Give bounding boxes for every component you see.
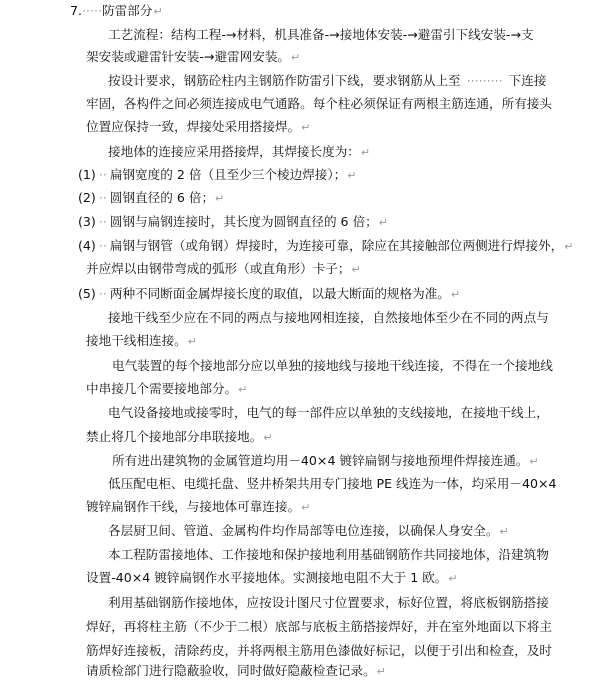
paragraph-mark-icon: ↵	[378, 216, 388, 229]
text-line	[86, 660, 600, 682]
line-text: 利用基础钢筋作接地体，应按设计图尺寸位置要求，标好位置，将底板钢筋搭接	[108, 595, 549, 610]
paragraph-mark-icon: ↵	[153, 5, 163, 18]
list-number: (4)	[78, 238, 96, 253]
leader-dots: ··	[98, 214, 107, 229]
text-line	[86, 616, 600, 638]
text-line	[108, 24, 600, 46]
text-line	[108, 592, 600, 614]
line-text: 禁止将几个接地部分串联接地。	[86, 429, 263, 444]
text-line	[108, 520, 600, 542]
paragraph-mark-icon: ↵	[215, 192, 225, 205]
text-line	[112, 355, 600, 377]
line-text: 扁钢宽度的 2 倍（且至少三个棱边焊接）；	[109, 167, 347, 182]
paragraph-mark-icon: ↵	[529, 455, 539, 468]
line-text: 圆钢直径的 6 倍；	[109, 190, 215, 205]
line-text: 两种不同断面金属焊接长度的取值，以最大断面的规格为准。	[109, 286, 450, 301]
list-item	[78, 211, 600, 233]
text-line	[86, 567, 600, 589]
text-line	[108, 141, 600, 163]
line-text: 筋焊好连接板，清除药皮，并将两根主筋用色漆做好标记，以便于引出和检查，及时	[86, 643, 552, 658]
leader-dots: ··	[98, 286, 107, 301]
line-text: 扁钢与钢管（或角钢）焊接时，为连接可靠，除应在其接触部位两侧进行焊接外，	[109, 238, 564, 253]
line-text: 中串接几个需要接地部分。	[86, 381, 238, 396]
paragraph-mark-icon: ↵	[263, 431, 273, 444]
line-text: 并应焊以由钢带弯成的弧形（或直角形）卡子；	[86, 261, 351, 276]
leader-dots: ··	[98, 190, 107, 205]
text-line	[86, 496, 600, 518]
line-text: 低压配电柜、电缆托盘、竖井桥架共用专门接地 PE 线连为一体，均采用－40×4	[108, 476, 557, 491]
leader-dots: ··	[98, 167, 107, 182]
paragraph-mark-icon: ↵	[448, 572, 458, 585]
text-line	[108, 70, 600, 92]
line-text: 按设计要求，钢筋砼柱内主钢筋作防雷引下线，要求钢筋从上至	[108, 73, 461, 88]
text-line	[86, 426, 600, 448]
line-text: 接地体的连接应采用搭接焊，其焊接长度为：	[108, 144, 360, 159]
line-text: 电气设备接地或接零时，电气的每一部件应以单独的支线接地，在接地干线上，	[108, 405, 549, 420]
paragraph-mark-icon: ↵	[291, 51, 301, 64]
text-line	[86, 46, 600, 68]
leader-dots: ··	[98, 238, 107, 253]
list-item	[78, 187, 600, 209]
paragraph-mark-icon: ↵	[499, 525, 509, 538]
text-line	[86, 93, 600, 115]
line-text: 圆钢与扁钢连接时，其长度为圆钢直径的 6 倍；	[109, 214, 378, 229]
paragraph-mark-icon: ↵	[351, 263, 361, 276]
line-text: 牢固，各构件之间必须连接成电气通路。每个柱必须保证有两根主筋连通，所有接头	[86, 96, 552, 111]
list-number: (2)	[78, 190, 96, 205]
line-text: 设置-40×4 镀锌扁钢作水平接地体。实测接地电阻不大于 1 欧。	[86, 570, 448, 585]
paragraph-mark-icon: ↵	[564, 240, 574, 253]
text-line	[86, 258, 600, 280]
line-text: 本工程防雷接地体、工作接地和保护接地利用基础钢筋作共同接地体，沿建筑物	[108, 547, 549, 562]
list-item	[78, 164, 600, 186]
text-line	[86, 640, 600, 662]
paragraph-mark-icon: ↵	[376, 665, 386, 678]
text-line	[108, 473, 600, 495]
line-text: 所有进出建筑物的金属管道均用－40×4 镀锌扁钢与接地预埋件焊接连通。	[112, 453, 529, 468]
paragraph-mark-icon: ↵	[187, 335, 197, 348]
text-line	[112, 450, 600, 472]
text-line	[86, 378, 600, 400]
paragraph-mark-icon: ↵	[301, 121, 311, 134]
line-text: 架安装或避雷针安装-→避雷网安装。	[86, 49, 291, 64]
line-text: 工艺流程：结构工程-→材料，机具准备-→接地体安装-→避雷引下线安装-→支	[108, 27, 534, 42]
list-item	[78, 283, 600, 305]
paragraph-mark-icon: ↵	[238, 383, 248, 396]
text-line	[86, 116, 600, 138]
line-text: 焊好，再将柱主筋（不少于二根）底部与底板主筋搭接焊好，并在室外地面以下将主	[86, 619, 552, 634]
section-number: 7.	[70, 3, 83, 18]
list-number: (5)	[78, 286, 96, 301]
line-text: 接地干线相连接。	[86, 333, 187, 348]
section-title: 防雷部分	[102, 3, 153, 18]
leader-dots: ·····	[82, 3, 103, 18]
text-line	[108, 307, 600, 329]
line-text: 各层厨卫间、管道、金属构件均作局部等电位连接，以确保人身安全。	[108, 523, 499, 538]
line-text: 下连接	[508, 73, 547, 88]
line-text: 接地干线至少应在不同的两点与接地网相连接，自然接地体至少在不同的两点与	[108, 310, 549, 325]
line-text: 电气装置的每个接地部分应以单独的接地线与接地干线连接，不得在一个接地线	[112, 358, 553, 373]
leader-dots: ·········	[466, 73, 503, 88]
list-number: (3)	[78, 214, 96, 229]
line-text: 位置应保持一致，焊接处采用搭接焊。	[86, 119, 301, 134]
text-line	[108, 402, 600, 424]
text-line	[86, 330, 600, 352]
list-number: (1)	[78, 167, 96, 182]
list-item	[78, 235, 600, 257]
paragraph-mark-icon: ↵	[347, 169, 357, 182]
paragraph-mark-icon: ↵	[450, 288, 461, 301]
paragraph-mark-icon: ↵	[360, 146, 371, 159]
section-heading	[70, 0, 600, 22]
paragraph-mark-icon: ↵	[301, 501, 311, 514]
line-text: 镀锌扁钢作干线，与接地体可靠连接。	[86, 499, 301, 514]
line-text: 请质检部门进行隐蔽验收，同时做好隐蔽检查记录。	[86, 663, 376, 678]
text-line	[108, 544, 600, 566]
